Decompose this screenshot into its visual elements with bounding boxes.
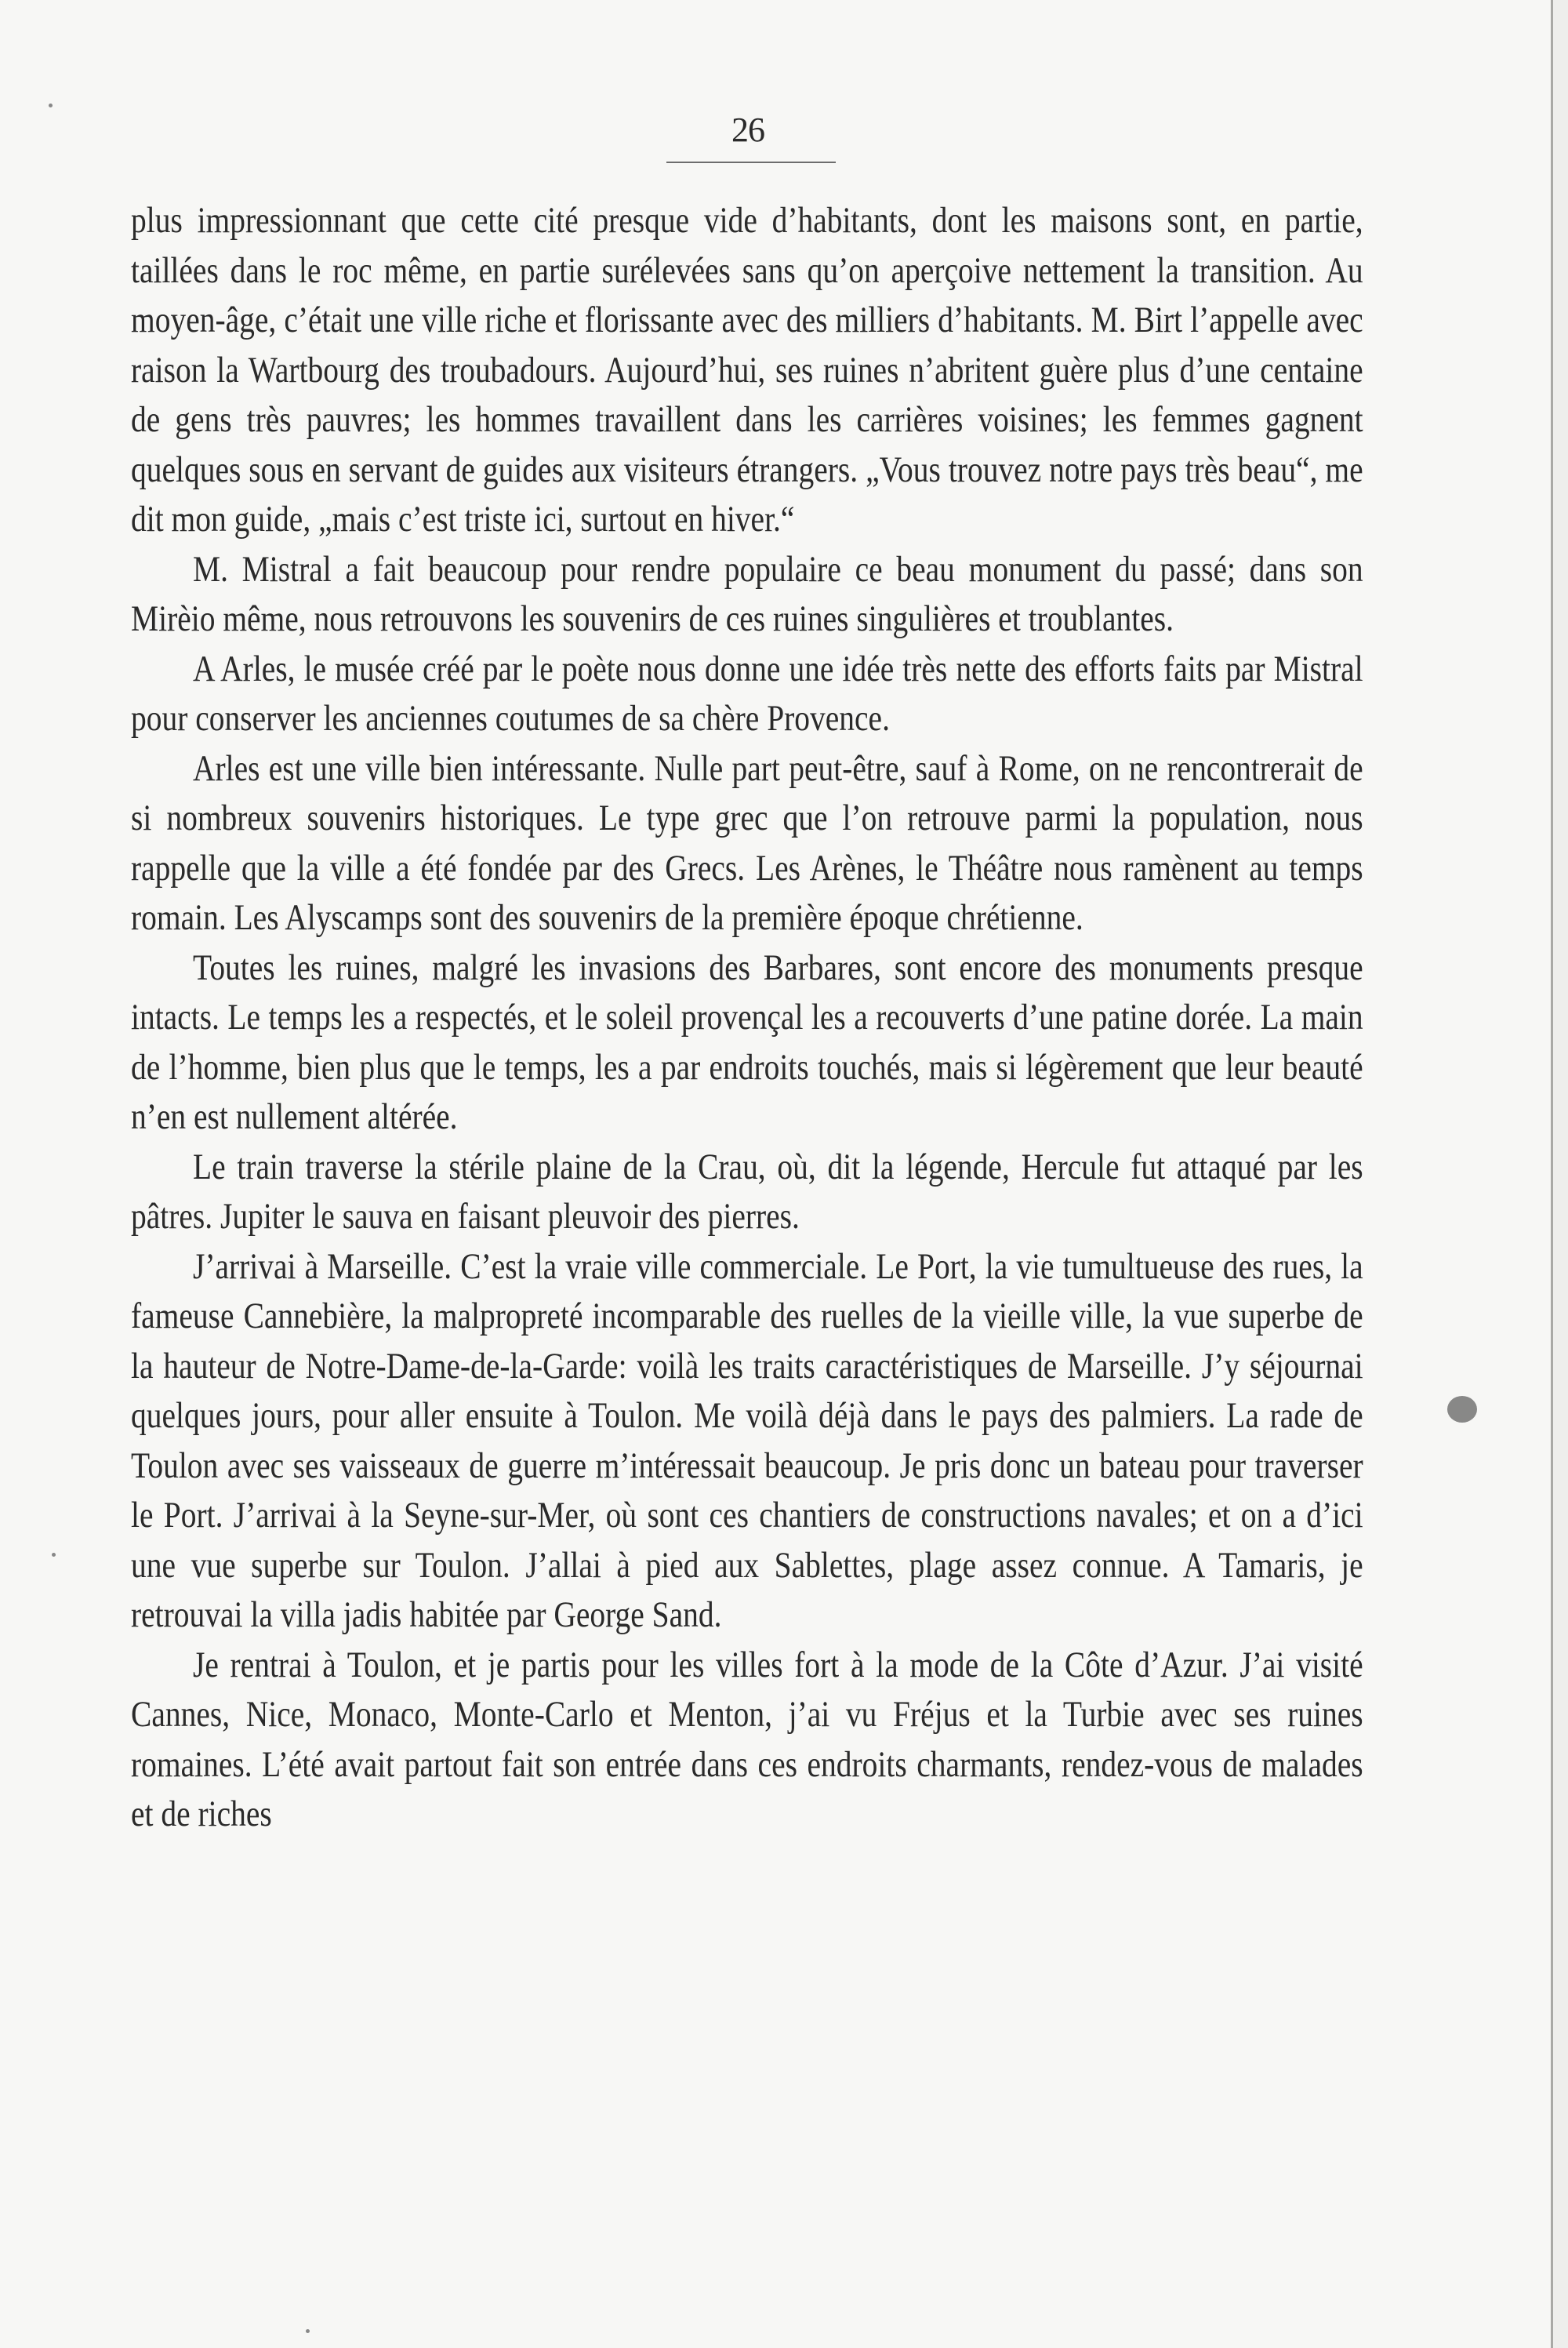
paragraph: J’arrivai à Marseille. C’est la vraie ville commerciale. Le Port, la vie tumultueuse des rues, la fameuse Cannebière, la malpropreté incomparable des ruelles de la vieille ville, la vue superbe de la hauteur de Notre-Dame-de-la-Garde: voilà les traits caractéristiques de Marseille. J’y séjournai quelques jours, pour aller ensuite à Toulon. Me voilà déjà dans le pays des palmiers. La rade de Toulon avec ses vaisseaux de guerre m’intéressait beaucoup. Je pris donc un bateau pour traverser le Port. J’arrivai à la Seyne-sur-Mer, où sont ces chantiers de constructions navales; et on a d’ici une vue superbe sur Toulon. J’allai à pied aux Sablettes, plage assez connue. A Tamaris, je retrouvai la villa jadis habitée par George Sand. xyxy=(131,1245,1363,1635)
paragraph: A Arles, le musée créé par le poète nous donne une idée très nette des efforts faits par Mistral pour conserver les anciennes coutumes de sa chère Provence. xyxy=(131,648,1363,739)
paper-speck xyxy=(52,1553,56,1557)
ink-blot xyxy=(1447,1396,1477,1423)
paragraph: plus impressionnant que cette cité presque vide d’habitants, dont les maisons sont, en partie, taillées dans le roc même, en partie surélevées sans qu’on aperçoive nettement la transition. Au moyen-âge, c’était une ville riche et florissante avec des milliers d’habitants. M. Birt l’appelle avec raison la Wartbourg des troubadours. Aujourd’hui, ses ruines n’abritent guère plus d’une centaine de gens très pauvres; les hommes travaillent dans les carrières voisines; les femmes gagnent quelques sous en servant de guides aux visiteurs étrangers. „Vous trouvez notre pays très beau“, me dit mon guide, „mais c’est triste ici, surtout en hiver.“ xyxy=(131,200,1363,540)
paragraph: M. Mistral a fait beaucoup pour rendre populaire ce beau monument du passé; dans son Mirèio même, nous retrouvons les souvenirs de ces ruines singulières et troublantes. xyxy=(131,548,1363,639)
page-number-rule xyxy=(666,162,836,163)
paragraph: Toutes les ruines, malgré les invasions des Barbares, sont encore des monuments presque intacts. Le temps les a respectés, et le soleil provençal les a recouverts d’une patine dorée. La main de l’homme, bien plus que le temps, les a par endroits touchés, mais si légèrement que leur beauté n’en est nullement altérée. xyxy=(131,947,1363,1137)
body-text xyxy=(131,196,1363,1840)
page-number: 26 xyxy=(731,111,764,149)
paragraph: Arles est une ville bien intéressante. Nulle part peut-être, sauf à Rome, on ne rencontrerait de si nombreux souvenirs historiques. Le type grec que l’on retrouve parmi la population, nous rappelle que la ville a été fondée par des Grecs. Les Arènes, le Théâtre nous ramènent au temps romain. Les Alyscamps sont des souvenirs de la première époque chrétienne. xyxy=(131,747,1363,938)
paragraph: Le train traverse la stérile plaine de la Crau, où, dit la légende, Hercule fut attaqué par les pâtres. Jupiter le sauva en faisant pleuvoir des pierres. xyxy=(131,1146,1363,1237)
paragraph: Je rentrai à Toulon, et je partis pour les villes fort à la mode de la Côte d’Azur. J’ai visité Cannes, Nice, Monaco, Monte-Carlo et Menton, j’ai vu Fréjus et la Turbie avec ses ruines romaines. L’été avait partout fait son entrée dans ces endroits charmants, rendez-vous de malades et de riches xyxy=(131,1644,1363,1834)
adjacent-page-margin xyxy=(1553,0,1568,2348)
paper-speck xyxy=(306,2329,310,2333)
paper-speck xyxy=(49,104,53,107)
